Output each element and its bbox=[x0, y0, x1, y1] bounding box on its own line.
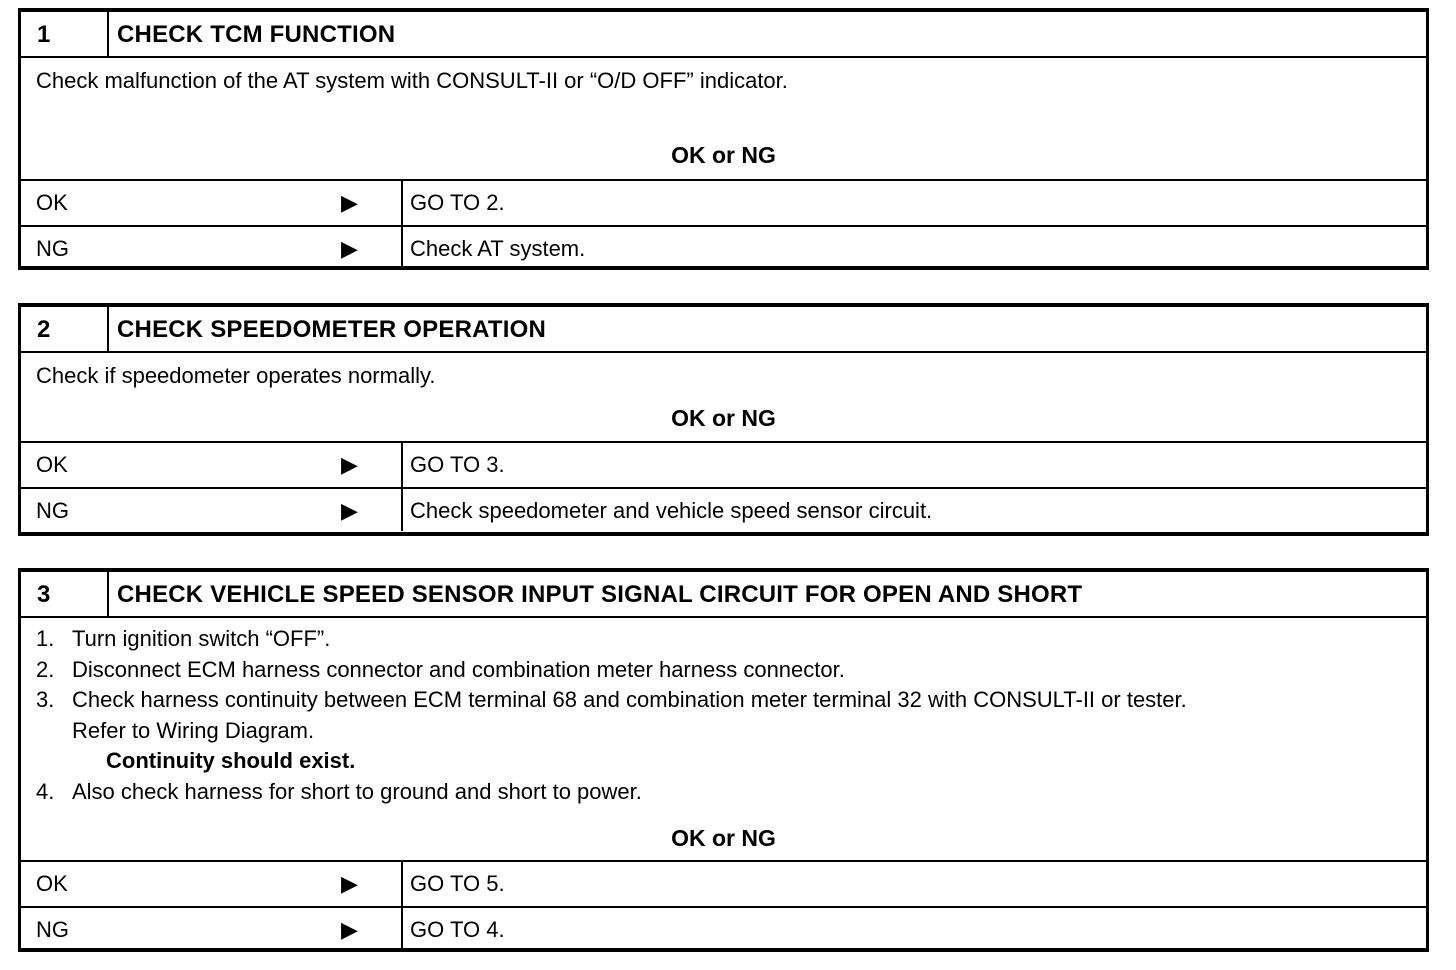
ok-or-ng-label: OK or NG bbox=[671, 825, 776, 851]
outcome-row-ng bbox=[21, 487, 1426, 531]
step-number: 3 bbox=[21, 572, 109, 616]
step-number: 1 bbox=[21, 12, 109, 56]
step-index: 1. bbox=[36, 626, 55, 651]
arrow-right-icon: ▶ bbox=[341, 190, 358, 215]
arrow-right-icon: ▶ bbox=[341, 871, 358, 896]
procedure-step bbox=[36, 777, 1426, 808]
step-continuation: Refer to Wiring Diagram. bbox=[72, 717, 315, 743]
step-header bbox=[21, 307, 1426, 353]
step-block-3 bbox=[18, 568, 1429, 952]
step-body bbox=[21, 618, 1426, 862]
spec-note: Continuity should exist. bbox=[106, 748, 356, 773]
arrow-right-icon: ▶ bbox=[341, 498, 358, 523]
step-index: 2. bbox=[36, 656, 55, 682]
step-text: Turn ignition switch “OFF”. bbox=[72, 626, 331, 651]
outcome-action: Check speedometer and vehicle speed sensor circuit. bbox=[410, 498, 933, 523]
procedure-step bbox=[36, 624, 1426, 655]
step-title: CHECK SPEEDOMETER OPERATION bbox=[117, 316, 546, 343]
ok-or-ng-label: OK or NG bbox=[671, 405, 776, 431]
step-index: 3. bbox=[36, 687, 55, 712]
outcome-row-ok bbox=[21, 181, 1426, 225]
step-index: 4. bbox=[36, 778, 55, 804]
outcome-action: GO TO 4. bbox=[410, 917, 505, 942]
outcome-action: Check AT system. bbox=[410, 236, 586, 261]
outcome-action: GO TO 5. bbox=[410, 871, 505, 896]
step-header bbox=[21, 12, 1426, 58]
outcome-condition: OK bbox=[36, 452, 68, 477]
outcome-condition: OK bbox=[36, 190, 68, 215]
outcome-row-ok bbox=[21, 862, 1426, 906]
outcome-row-ng bbox=[21, 225, 1426, 269]
outcome-condition: NG bbox=[36, 917, 69, 942]
step-body bbox=[21, 58, 1426, 181]
outcome-row-ng bbox=[21, 906, 1426, 950]
outcome-action: GO TO 3. bbox=[410, 452, 505, 477]
procedure-step bbox=[36, 685, 1426, 746]
outcome-condition: OK bbox=[36, 871, 68, 896]
step-title: CHECK VEHICLE SPEED SENSOR INPUT SIGNAL CIRCUIT FOR OPEN AND SHORT bbox=[117, 581, 1083, 608]
procedure-step bbox=[36, 655, 1426, 686]
outcome-condition: NG bbox=[36, 498, 69, 523]
step-header bbox=[21, 572, 1426, 618]
step-text: Check harness continuity between ECM terminal 68 and combination meter terminal 32 with CONSULT-II or tester. Refer to Wiring Diagram. bbox=[72, 687, 1187, 743]
arrow-right-icon: ▶ bbox=[341, 917, 358, 942]
step-body bbox=[21, 353, 1426, 443]
step-text: Also check harness for short to ground and short to power. bbox=[72, 778, 642, 804]
step-block-1 bbox=[18, 8, 1429, 270]
step-description: Check malfunction of the AT system with CONSULT-II or “O/D OFF” indicator. bbox=[36, 68, 788, 93]
step-description: Check if speedometer operates normally. bbox=[36, 363, 436, 388]
ok-or-ng-label: OK or NG bbox=[671, 142, 776, 168]
step-block-2 bbox=[18, 303, 1429, 536]
outcome-action: GO TO 2. bbox=[410, 190, 505, 215]
procedure-list bbox=[36, 624, 1426, 746]
step-title: CHECK TCM FUNCTION bbox=[117, 21, 396, 48]
arrow-right-icon: ▶ bbox=[341, 236, 358, 261]
step-number: 2 bbox=[21, 307, 109, 351]
arrow-right-icon: ▶ bbox=[341, 452, 358, 477]
outcome-condition: NG bbox=[36, 236, 69, 261]
step-text: Disconnect ECM harness connector and combination meter harness connector. bbox=[72, 656, 845, 682]
outcome-row-ok bbox=[21, 443, 1426, 487]
